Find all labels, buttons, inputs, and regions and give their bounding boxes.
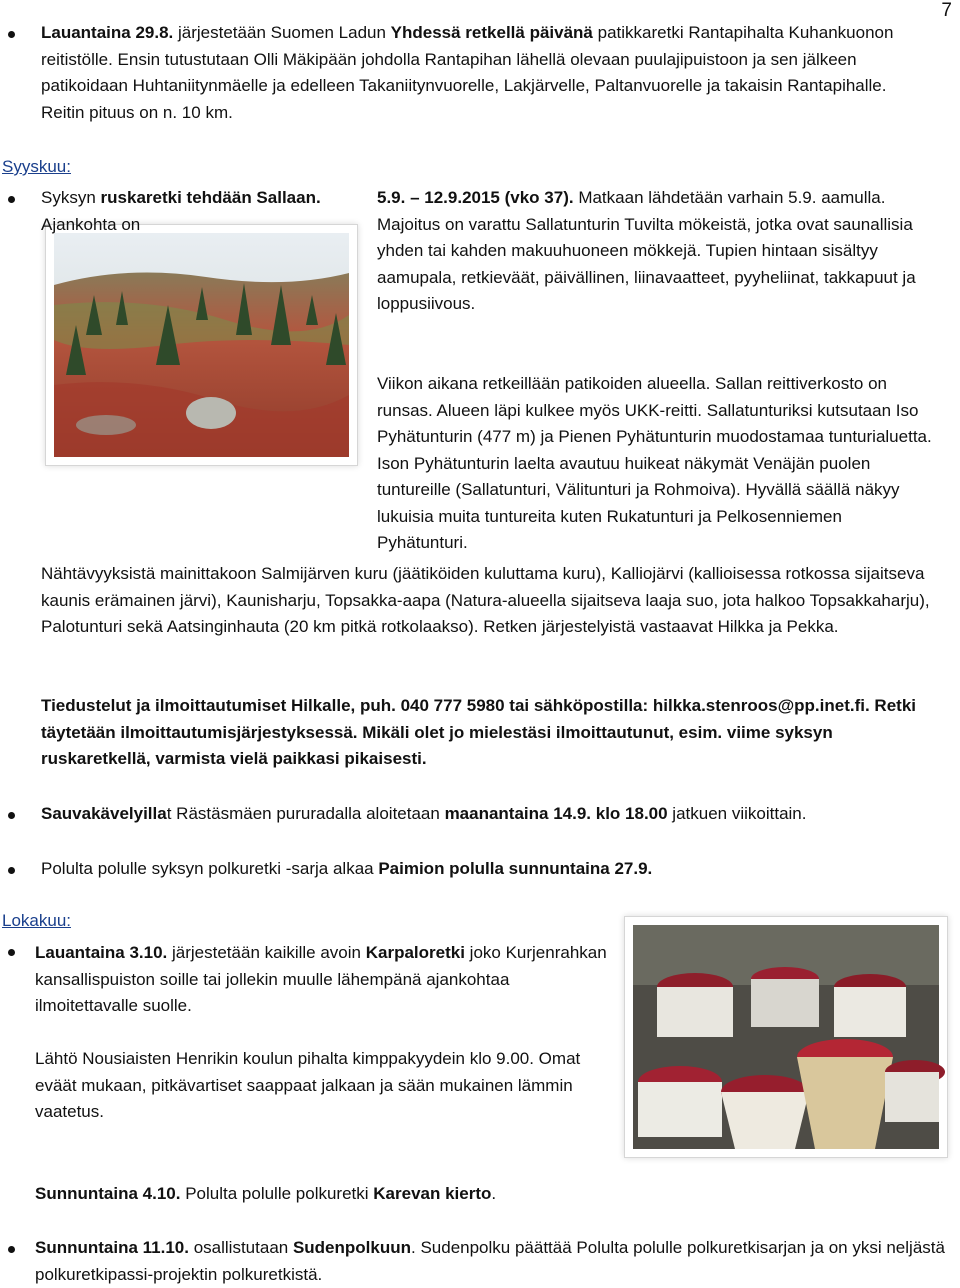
salla-description: [377, 371, 937, 557]
sights-paragraph: [41, 561, 941, 641]
bullet-icon: [8, 196, 15, 203]
text: Sudenpolkuun: [292, 1238, 411, 1257]
sudenpolku-item: [35, 1235, 950, 1288]
section-heading-october: Lokakuu:: [2, 911, 71, 930]
text: Polulta polulle syksyn polkuretki -sarja alkaa: [41, 859, 379, 878]
section-heading-september: Syyskuu:: [2, 157, 71, 176]
text: osallistutaan: [189, 1238, 293, 1257]
text: Lauantaina 3.10.: [35, 943, 168, 962]
cranberry-trip-departure: [35, 1046, 615, 1126]
text: Ajankohta on: [41, 214, 141, 234]
kareva-item: [35, 1181, 935, 1208]
bullet-icon: [8, 867, 15, 874]
nordic-walking-item: [41, 801, 951, 828]
bullet-icon: [8, 949, 15, 956]
text: järjestetään kaikille avoin: [167, 943, 366, 962]
text: joko Kurjenrahkan kansallispuiston soille tai jollekin muulle lähempänä ajankohtaa ilmoitettavalle suolle.: [35, 943, 607, 1015]
ruskaretki-intro: [41, 185, 361, 238]
text: t Rästäsmäen pururadalla aloitetaan: [166, 804, 445, 823]
text: Sunnuntaina 4.10.: [35, 1184, 181, 1203]
autumn-tundra-photo: [45, 224, 358, 466]
text: järjestetään Suomen Ladun: [173, 23, 391, 42]
text: Tiedustelut ja ilmoittautumiset Hilkalle, puh. 040 777 5980 tai sähköpostilla: hilkka.stenroos@pp.inet.fi. Retki täytetään ilmoittautumisjärjestyksessä. Mikäli olet jo mielestäsi ilmoittautunut, esim. viime syksyn ruskaretkellä, varmista vielä paikkasi pikaisesti.: [41, 696, 917, 768]
text: Karpaloretki: [365, 943, 465, 962]
trail-series-item: [41, 856, 941, 883]
text: Sauvakävelyilla: [41, 804, 167, 823]
text: Syksyn: [41, 188, 101, 207]
text: Karevan kierto: [373, 1184, 492, 1203]
text: jatkuen viikoittain.: [667, 804, 807, 823]
text: .: [491, 1184, 497, 1203]
text: . Sudenpolku päättää Polulta polulle polkuretkisarjan ja on yksi neljästä polkuretkipassi-projektin polkuretkistä.: [35, 1238, 945, 1284]
text: maanantaina 14.9. klo 18.00: [444, 804, 668, 823]
text: Sunnuntaina 11.10.: [35, 1238, 189, 1257]
bullet-icon: [8, 31, 15, 38]
ruskaretki-details: [377, 185, 937, 318]
text: Viikon aikana retkeillään patikoiden alueella. Sallan reittiverkosto on runsas. Alueen läpi kulkee myös UKK-reitti. Sallatunturiksi kutsutaan Iso Pyhätunturin (477 m) ja Pienen Pyhätunturin muodostamaa tunturialuetta. Ison Pyhätunturin laelta avautuu huikeat näkymät Venäjän puolen tuntureille (Sallatunturi, Välitunturi ja Rohmoiva). Hyvällä säällä näkyy lukuisia muita tuntureita kuten Rukatunturi ja Pelkosenniemen Pyhätunturi.: [377, 374, 932, 552]
contact-paragraph: [41, 693, 941, 773]
text: Lähtö Nousiaisten Henrikin koulun pihalta kimppakyydein klo 9.00. Omat eväät mukaan, pitkävartiset saappaat jalkaan ja sään mukainen lämmin vaatetus.: [35, 1049, 581, 1121]
event-name: Yhdessä retkellä päivänä: [390, 23, 593, 42]
event-paragraph-aug: [41, 20, 919, 126]
cranberry-trip-item: [35, 940, 615, 1020]
text: Polulta polulle polkuretki: [180, 1184, 374, 1203]
event-date: Lauantaina 29.8.: [41, 23, 174, 42]
text: Paimion polulla sunnuntaina 27.9.: [378, 859, 653, 878]
cranberry-buckets-photo: [624, 916, 948, 1158]
page-number: 7: [941, 0, 952, 21]
text: patikkaretki Rantapihalta Kuhankuonon reitistölle. Ensin tutustutaan Olli Mäkipään johdolla Rantapihan lähellä olevaan puulajipuistoon ja sen jälkeen patikoidaan Huhtaniitynmäelle ja edelleen Takaniitynvuorelle, Lakjärvelle, Paltanvuorelle ja takaisin Rantapihalle. Reitin pituus on n. 10 km.: [41, 23, 894, 122]
bullet-icon: [8, 812, 15, 819]
text: Matkaan lähdetään varhain 5.9. aamulla. Majoitus on varattu Sallatunturin Tuvilta mökeistä, jotka ovat saunallisia yhden tai kahden makuuhuoneen mökkejä. Tupien hintaan sisältyy aamupala, retkieväät, päivällinen, liinavaatteet, pyyheliinat, takkapuut ja loppusiivous.: [377, 188, 916, 313]
text: Nähtävyyksistä mainittakoon Salmijärven kuru (jäätiköiden kuluttama kuru), Kalliojärvi (kallioisessa rotkossa sijaitseva kaunis erämainen järvi), Kaunisharju, Topsakka-aapa (Natura-alueella sijaitseva laaja suo, jota halkoo Topsakkaharju), Palotunturi sekä Aatsinginhauta (20 km pitkä rotkolaakso). Retken järjestelyistä vastaavat Hilkka ja Pekka.: [41, 564, 930, 636]
bullet-icon: [8, 1246, 15, 1253]
trip-dates: 5.9. – 12.9.2015 (vko 37).: [377, 188, 574, 207]
trip-name: ruskaretki tehdään Sallaan.: [100, 188, 321, 207]
